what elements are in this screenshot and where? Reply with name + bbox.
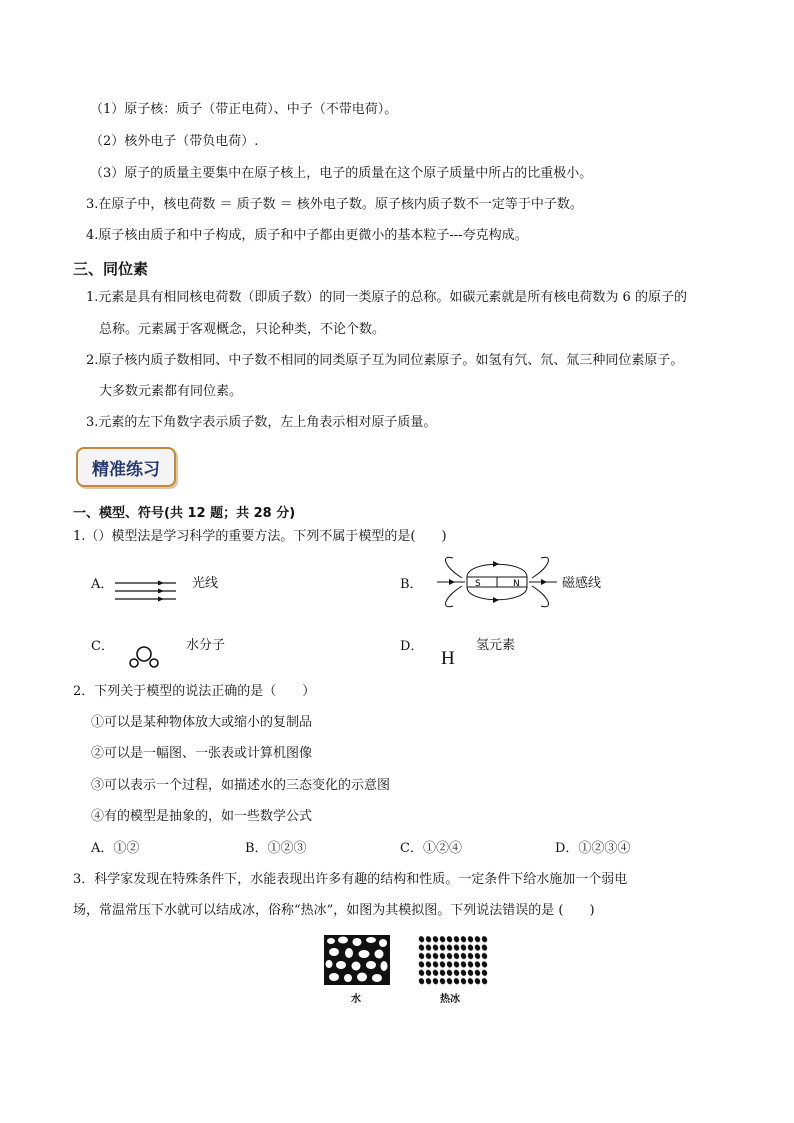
caption-water: 水 bbox=[351, 994, 361, 1005]
section-title-isotopes: 三、同位素 bbox=[73, 260, 149, 278]
point-line-3: （3）原子的质量主要集中在原子核上，电子的质量在这个原子质量中所占的比重极小。 bbox=[90, 166, 593, 181]
hydrogen-symbol: H bbox=[441, 648, 455, 669]
section3-item-1-cont: 总称。元素属于客观概念，只论种类，不论个数。 bbox=[99, 322, 386, 337]
q1-option-b-letter: B． bbox=[400, 577, 423, 592]
practice-badge bbox=[76, 447, 176, 487]
q1-option-b-label: 磁感线 bbox=[562, 576, 602, 591]
section3-item-1: 1.元素是具有相同核电荷数（即质子数）的同一类原子的总称。如碳元素就是所有核电荷数为 6 的原子的 bbox=[86, 290, 687, 305]
section3-item-2: 2.原子核内质子数相同、中子数不相同的同类原子互为同位素原子。如氢有氕、氘、氚三种同位素原子。 bbox=[86, 353, 684, 368]
q1-option-a-label: 光线 bbox=[192, 576, 219, 591]
caption-hot-ice: 热冰 bbox=[440, 994, 460, 1005]
q2-option-d: D．①②③④ bbox=[555, 841, 631, 856]
q3-stem-line-2: 场，常温常压下水就可以结成冰，俗称“热冰”，如图为其模拟图。下列说法错误的是 ( ) bbox=[73, 903, 595, 918]
q1-stem: 1.（）模型法是学习科学的重要方法。下列不属于模型的是( ) bbox=[73, 529, 447, 544]
q1-option-a-letter: A． bbox=[91, 577, 114, 592]
section3-item-3: 3.元素的左下角数字表示质子数，左上角表示相对原子质量。 bbox=[86, 415, 437, 430]
water-structure-image bbox=[324, 935, 390, 985]
part-title: 一、模型、符号(共 12 题；共 28 分) bbox=[73, 506, 296, 521]
section3-item-2-cont: 大多数元素都有同位素。 bbox=[99, 384, 243, 399]
light-rays-diagram bbox=[114, 579, 178, 605]
q2-statement-4: ④有的模型是抽象的，如一些数学公式 bbox=[91, 809, 313, 824]
point-line-5: 4.原子核由质子和中子构成，质子和中子都由更微小的基本粒子---夸克构成。 bbox=[86, 228, 528, 243]
q1-option-c-letter: C． bbox=[91, 639, 114, 654]
q1-option-c-label: 水分子 bbox=[186, 638, 226, 653]
point-line-4: 3.在原子中，核电荷数 ＝ 质子数 ＝ 核外电子数。原子核内质子数不一定等于中子数。 bbox=[86, 197, 583, 212]
q2-option-b: B．①②③ bbox=[245, 841, 307, 856]
hot-ice-structure-image bbox=[418, 935, 488, 985]
water-molecule-icon bbox=[128, 644, 160, 670]
q2-statement-1: ①可以是某种物体放大或缩小的复制品 bbox=[91, 715, 313, 730]
q3-stem-line-1: 3．科学家发现在特殊条件下，水能表现出许多有趣的结构和性质。一定条件下给水施加一个弱电 bbox=[73, 872, 628, 887]
magnet-north-label: N bbox=[513, 579, 520, 589]
point-line-2: （2）核外电子（带负电荷）. bbox=[90, 134, 259, 149]
q2-option-a: A．①② bbox=[91, 841, 140, 856]
point-line-1: （1）原子核：质子（带正电荷）、中子（不带电荷）。 bbox=[90, 102, 398, 117]
q2-option-c: C．①②④ bbox=[400, 841, 462, 856]
q2-statement-2: ②可以是一幅图、一张表或计算机图像 bbox=[91, 746, 313, 761]
q2-stem: 2．下列关于模型的说法正确的是（ ） bbox=[73, 684, 316, 699]
q2-statement-3: ③可以表示一个过程，如描述水的三态变化的示意图 bbox=[91, 778, 391, 793]
magnetic-field-lines-diagram bbox=[437, 556, 557, 608]
magnet-south-label: S bbox=[475, 579, 481, 589]
q1-option-d-label: 氢元素 bbox=[476, 638, 516, 653]
practice-badge-label: 精准练习 bbox=[92, 459, 160, 480]
q1-option-d-letter: D． bbox=[400, 639, 424, 654]
